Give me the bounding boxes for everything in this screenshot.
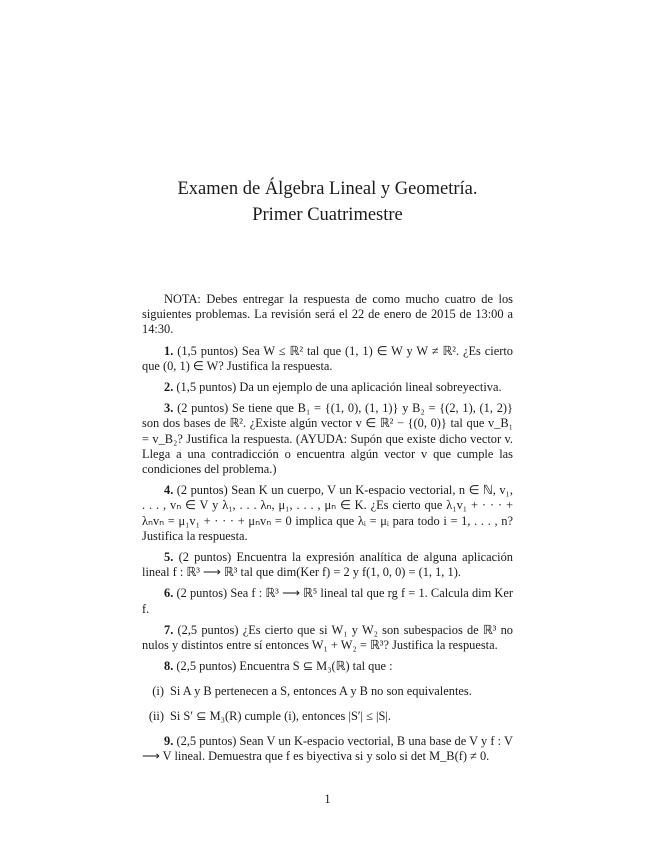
problem-number: 5. bbox=[164, 550, 174, 565]
problem-number: 9. bbox=[164, 733, 174, 748]
problem-number: 6. bbox=[164, 586, 174, 601]
list-marker: (i) bbox=[152, 684, 164, 699]
problem-3 bbox=[142, 401, 513, 477]
exam-body bbox=[142, 292, 513, 770]
problem-number: 8. bbox=[164, 659, 174, 674]
problem-text: (2 puntos) Sean K un cuerpo, V un K-espacio vectorial, n ∈ ℕ, v₁, . . . , vₙ ∈ V y λ₁, . . . λₙ, μ₁, . . . , μₙ ∈ K. ¿Es cierto que λ₁v₁ + · · · + λₙvₙ = μ₁v₁ + · · · + μₙvₙ = 0 implica que λᵢ = μᵢ para todo i = 1, . . . , n? Justifica la respuesta. bbox=[142, 483, 513, 543]
problem-number: 2. bbox=[164, 380, 174, 395]
list-item bbox=[142, 709, 513, 724]
problem-6 bbox=[142, 586, 513, 616]
problem-4 bbox=[142, 483, 513, 544]
problem-text: (1,5 puntos) Sea W ≤ ℝ² tal que (1, 1) ∈ W y W ≠ ℝ². ¿Es cierto que (0, 1) ∈ W? Justifica la respuesta. bbox=[142, 343, 513, 373]
problem-text: (2 puntos) Se tiene que B₁ = {(1, 0), (1, 1)} y B₂ = {(2, 1), (1, 2)} son dos bases de ℝ². ¿Existe algún vector v ∈ ℝ² − {(0, 0)} tal que v_B₁ = v_B₂? Justifica la respuesta. (AYUDA: Supón que existe dicho vector v. Llega a una contradicción o encuentra algún vector v que cumple las condiciones del problema.) bbox=[142, 401, 513, 477]
problem-2 bbox=[142, 380, 513, 395]
problem-1 bbox=[142, 344, 513, 374]
problem-number: 3. bbox=[164, 401, 174, 416]
problem-7 bbox=[142, 623, 513, 653]
title-line-1: Examen de Álgebra Lineal y Geometría. bbox=[177, 179, 478, 199]
problem-text: (2 puntos) Sea f : ℝ³ ⟶ ℝ⁵ lineal tal que rg f = 1. Calcula dim Ker f. bbox=[142, 586, 513, 616]
problem-number: 7. bbox=[164, 622, 174, 637]
problem-text: (2,5 puntos) Encuentra S ⊆ M₃(ℝ) tal que : bbox=[176, 659, 393, 674]
page-number: 1 bbox=[324, 792, 331, 806]
problem-number: 1. bbox=[164, 343, 174, 358]
problem-9 bbox=[142, 734, 513, 764]
list-item-text: Si A y B pertenecen a S, entonces A y B no son equivalentes. bbox=[170, 684, 472, 699]
problem-8-conditions bbox=[142, 684, 513, 723]
list-item-text: Si S′ ⊆ M₃(R) cumple (i), entonces |S′| ≤ |S|. bbox=[170, 708, 391, 723]
exam-title bbox=[0, 176, 655, 228]
problem-5 bbox=[142, 550, 513, 580]
problem-number: 4. bbox=[164, 483, 174, 498]
problem-text: (2,5 puntos) ¿Es cierto que si W₁ y W₂ son subespacios de ℝ³ no nulos y distintos entre sí entonces W₁ + W₂ = ℝ³? Justifica la respuesta. bbox=[142, 622, 513, 653]
problem-8 bbox=[142, 659, 513, 674]
nota-paragraph: NOTA: Debes entregar la respuesta de como mucho cuatro de los siguientes problemas. La revisión será el 22 de enero de 2015 de 13:00 a 14:30. bbox=[142, 292, 513, 337]
problem-text: (2,5 puntos) Sean V un K-espacio vectorial, B una base de V y f : V ⟶ V lineal. Demuestra que f es biyectiva si y solo si det M_B(f) ≠ 0. bbox=[142, 733, 513, 764]
list-item bbox=[142, 684, 513, 699]
title-line-2: Primer Cuatrimestre bbox=[252, 205, 403, 225]
list-marker: (ii) bbox=[148, 708, 164, 723]
problem-text: (2 puntos) Encuentra la expresión analítica de alguna aplicación lineal f : ℝ³ ⟶ ℝ³ tal que dim(Ker f) = 2 y f(1, 0, 0) = (1, 1, 1). bbox=[142, 550, 513, 580]
problem-text: (1,5 puntos) Da un ejemplo de una aplicación lineal sobreyectiva. bbox=[176, 380, 502, 395]
